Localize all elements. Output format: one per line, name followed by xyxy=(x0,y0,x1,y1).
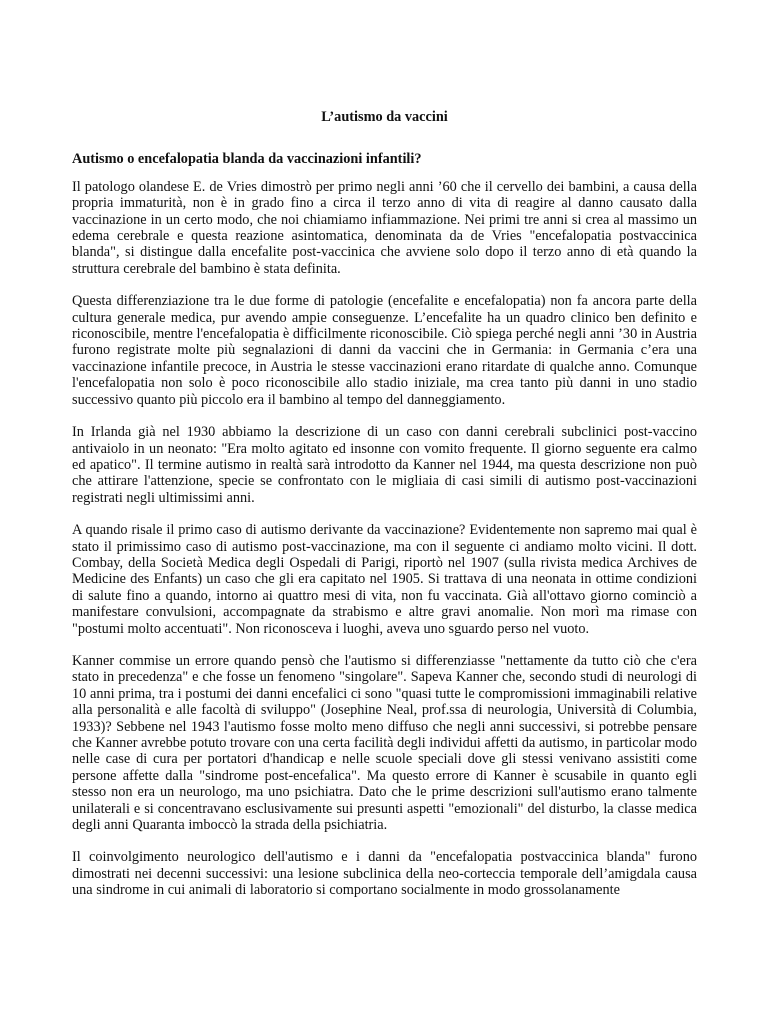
section-heading: Autismo o encefalopatia blanda da vaccinazioni infantili? xyxy=(72,151,422,168)
paragraph-kanner: Kanner commise un errore quando pensò che l'autismo si differenziasse "nettamente da tutto ciò che c'era stato in precedenza" e che fosse un fenomeno "singolare". Sapeva Kanner che, secondo studi di neurologi di 10 anni prima, tra i postumi dei danni encefalici ci sono "quasi tutte le compromissioni immaginabili relative alla personalità e alle facoltà di sviluppo" (Josephine Neal, prof.ssa di neurologia, Università di Columbia, 1933)? Sebbene nel 1943 l'autismo fosse molto meno diffuso che negli anni successivi, si potrebbe pensare che Kanner avrebbe potuto trovare con una certa facilità degli individui affetti da autismo, in particolar modo nelle case di cura per portatori d'handicap e nelle scuole speciali dove gli stessi venivano assistiti come persone affette dalla "sindrome post-encefalica". Ma questo errore di Kanner è scusabile in quanto egli stesso non era un neurologo, ma uno psichiatra. Dato che le prime descrizioni sull'autismo erano talmente unilaterali e si concentravano esclusivamente sui presunti aspetti "emozionali" del disturbo, la classe medica degli anni Quaranta imboccò la strada della psichiatria. xyxy=(72,652,697,834)
paragraph-encefalopatia: Questa differenziazione tra le due forme di patologie (encefalite e encefalopatia) non fa ancora parte della cultura generale medica, pur avendo ampie conseguenze. L’encefalite ha un quadro clinico ben definito e riconoscibile, mentre l'encefalopatia è difficilmente riconoscibile. Ciò spiega perché negli anni ’30 in Austria furono registrate molte più segnalazioni di danni da vaccini che in Germania: in Germania c’era una vaccinazione infantile precoce, in Austria le stesse vaccinazioni erano ritardate di qualche anno. Comunque l'encefalopatia non solo è poco riconoscibile allo stadio iniziale, ma crea tanto più danni in uno stadio successivo quanto più piccolo era il bambino al tempo del danneggiamento. xyxy=(72,293,697,408)
document-title: L’autismo da vaccini xyxy=(321,109,448,125)
document-page xyxy=(72,109,697,899)
paragraph-coinvolgimento: Il coinvolgimento neurologico dell'autismo e i danni da "encefalopatia postvaccinica blanda" furono dimostrati nei decenni successivi: una lesione subclinica della neo-corteccia temporale dell’amigdala causa una sindrome in cui animali di laboratorio si comportano socialmente in modo grossolanamente xyxy=(72,849,697,899)
paragraph-irlanda: In Irlanda già nel 1930 abbiamo la descrizione di un caso con danni cerebrali subclinici post-vaccino antivaiolo in un neonato: "Era molto agitato ed insonne con vomito frequente. Il giorno seguente era calmo ed apatico". Il termine autismo in realtà sarà introdotto da Kanner nel 1944, ma questa descrizione non può che attirare l'attenzione, specie se confrontato con le migliaia di casi simili di autismo post-vaccinazioni registrati negli ultimissimi anni. xyxy=(72,424,697,506)
paragraph-primo-caso: A quando risale il primo caso di autismo derivante da vaccinazione? Evidentemente non sapremo mai qual è stato il primissimo caso di autismo post-vaccinazione, ma con il seguente ci andiamo molto vicini. Il dott. Combay, della Società Medica degli Ospedali di Parigi, riportò nel 1907 (sulla rivista medica Archives de Medicine des Enfants) un caso che gli era capitato nel 1905. Si trattava di una neonata in ottime condizioni di salute fino a quando, intorno ai quattro mesi di vita, non fu vaccinata. Già all'ottavo giorno cominciò a manifestare convulsioni, accompagnate da strabismo e altre gravi anomalie. Non morì ma rimase con "postumi molto accentuati". Non riconosceva i luoghi, aveva uno sguardo perso nel vuoto. xyxy=(72,522,697,637)
paragraph-de-vries: Il patologo olandese E. de Vries dimostrò per primo negli anni ’60 che il cervello dei bambini, a causa della propria immaturità, non è in grado fino a circa il terzo anno di vita di reagire al danno causato dalla vaccinazione in un certo modo, che noi chiamiamo infiammazione. Nei primi tre anni si crea al massimo un edema cerebrale e questa reazione asintomatica, denominata da de Vries "encefalopatia postvaccinica blanda", si distingue dalla encefalite post-vaccinica che avviene solo dopo il terzo anno di età quando la struttura cerebrale del bambino è stata definita. xyxy=(72,178,697,277)
